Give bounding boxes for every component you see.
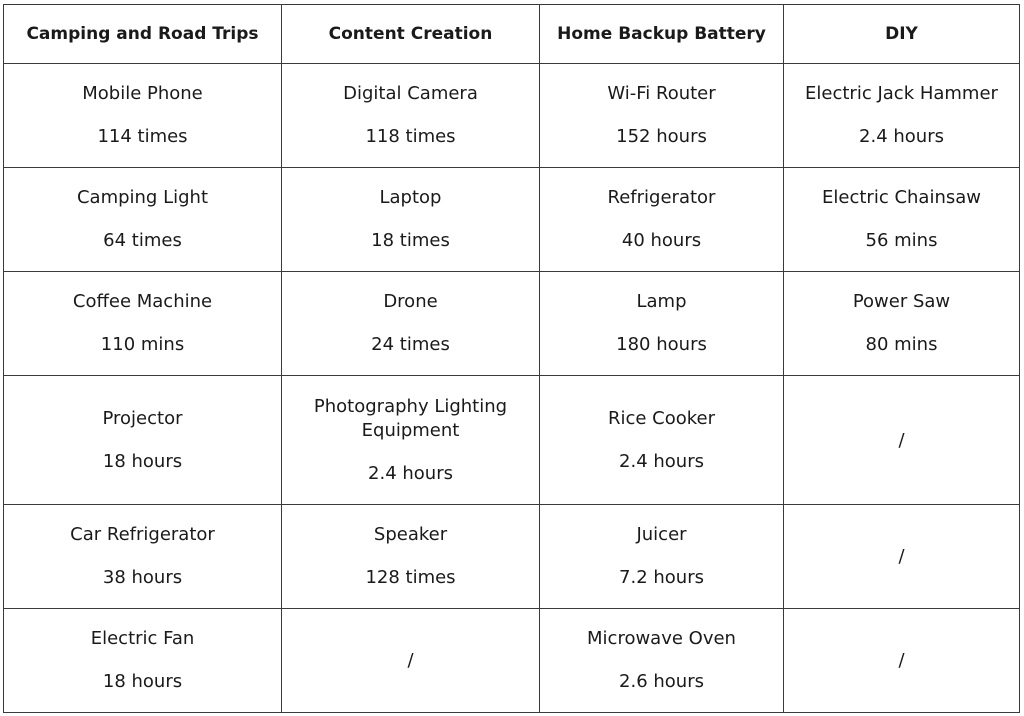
table-cell-empty	[784, 376, 1020, 505]
table-cell	[784, 168, 1020, 272]
table-cell	[282, 272, 540, 376]
table-row	[4, 168, 1020, 272]
usage-value: 18 hours	[102, 450, 183, 472]
empty-placeholder: /	[407, 650, 414, 671]
device-name: Juicer	[636, 524, 687, 545]
table-cell-empty	[784, 505, 1020, 609]
usage-table-container	[3, 4, 1019, 712]
device-name: Laptop	[379, 187, 442, 208]
usage-value: 128 times	[365, 567, 456, 588]
table-cell	[540, 272, 784, 376]
table-cell	[784, 64, 1020, 168]
table-row	[4, 376, 1020, 505]
usage-value: 118 times	[365, 126, 456, 147]
device-name: Projector	[102, 407, 183, 429]
device-name: Rice Cooker	[607, 407, 716, 429]
header-home-backup: Home Backup Battery	[540, 5, 784, 64]
table-cell	[540, 168, 784, 272]
device-name: Digital Camera	[343, 83, 478, 104]
table-cell	[4, 609, 282, 713]
usage-value: 56 mins	[865, 230, 938, 251]
table-cell	[282, 376, 540, 505]
header-diy: DIY	[784, 5, 1020, 64]
table-cell	[4, 168, 282, 272]
usage-table	[3, 4, 1020, 713]
table-cell	[282, 64, 540, 168]
device-name: Electric Fan	[90, 628, 195, 649]
empty-placeholder: /	[898, 429, 905, 451]
usage-value: 18 hours	[102, 671, 183, 692]
table-cell	[4, 272, 282, 376]
device-name: Electric Jack Hammer	[805, 83, 998, 104]
table-cell	[540, 609, 784, 713]
device-name: Microwave Oven	[587, 628, 736, 649]
table-cell	[282, 168, 540, 272]
header-content-creation: Content Creation	[282, 5, 540, 64]
table-cell	[784, 272, 1020, 376]
empty-placeholder: /	[898, 546, 905, 567]
usage-value: 180 hours	[616, 334, 707, 355]
usage-value: 18 times	[371, 230, 450, 251]
usage-value: 64 times	[103, 230, 182, 251]
usage-value: 114 times	[97, 126, 188, 147]
table-cell	[540, 64, 784, 168]
usage-value: 24 times	[371, 334, 450, 355]
table-row	[4, 272, 1020, 376]
device-name: Power Saw	[852, 291, 951, 312]
table-cell	[540, 505, 784, 609]
usage-value: 152 hours	[616, 126, 707, 147]
table-cell	[4, 376, 282, 505]
device-name: Lamp	[636, 291, 687, 312]
device-name: Photography Lighting Equipment	[313, 395, 508, 441]
table-cell	[4, 505, 282, 609]
usage-value: 7.2 hours	[619, 567, 704, 588]
device-name: Coffee Machine	[72, 291, 213, 312]
empty-placeholder: /	[898, 650, 905, 671]
device-name: Camping Light	[76, 187, 209, 208]
table-cell-empty	[784, 609, 1020, 713]
usage-value: 2.4 hours	[859, 126, 944, 147]
table-row	[4, 609, 1020, 713]
table-row	[4, 505, 1020, 609]
usage-value: 80 mins	[865, 334, 938, 355]
device-name: Speaker	[373, 524, 448, 545]
header-row	[4, 5, 1020, 64]
header-camping: Camping and Road Trips	[4, 5, 282, 64]
table-cell	[540, 376, 784, 505]
device-name: Electric Chainsaw	[822, 187, 981, 208]
usage-value: 2.4 hours	[368, 462, 453, 484]
table-cell	[4, 64, 282, 168]
table-cell-empty	[282, 609, 540, 713]
device-name: Drone	[383, 291, 438, 312]
usage-value: 40 hours	[621, 230, 702, 251]
usage-value: 38 hours	[102, 567, 183, 588]
usage-value: 110 mins	[100, 334, 185, 355]
device-name: Refrigerator	[607, 187, 716, 208]
device-name: Car Refrigerator	[70, 524, 215, 545]
device-name: Mobile Phone	[82, 83, 203, 104]
table-row	[4, 64, 1020, 168]
device-name: Wi-Fi Router	[607, 83, 716, 104]
table-cell	[282, 505, 540, 609]
usage-value: 2.4 hours	[619, 450, 704, 472]
usage-value: 2.6 hours	[619, 671, 704, 692]
